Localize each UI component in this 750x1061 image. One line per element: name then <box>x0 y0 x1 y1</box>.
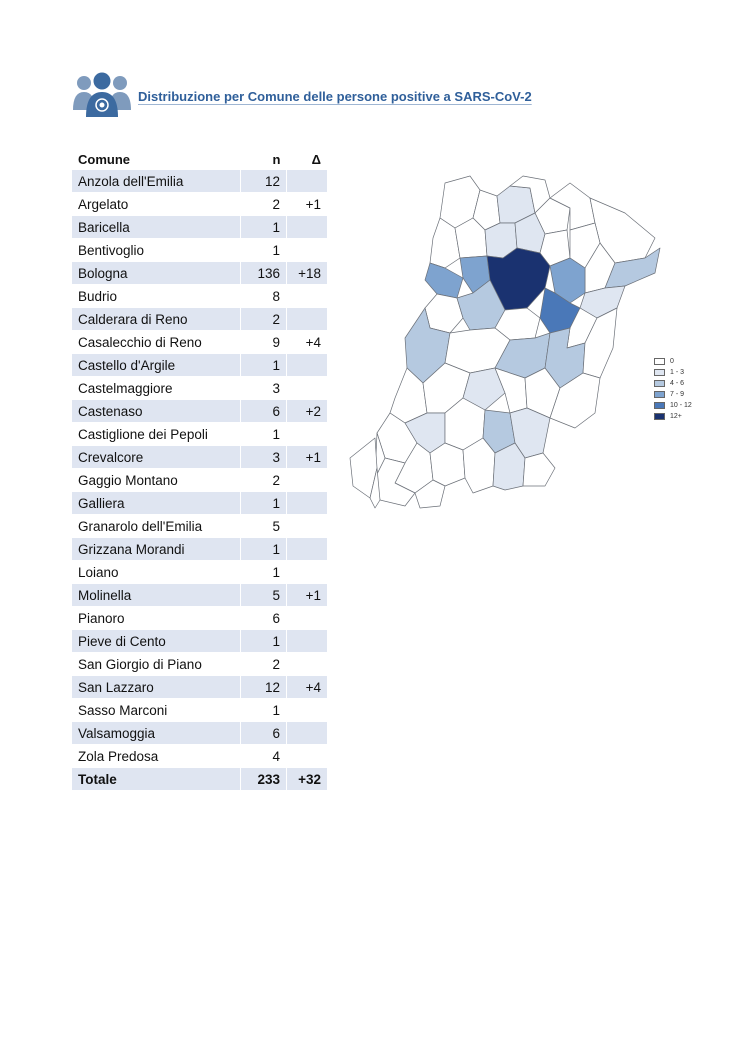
cell-delta <box>287 653 328 676</box>
cell-delta <box>287 561 328 584</box>
cell-n: 3 <box>241 446 287 469</box>
table-row <box>72 400 327 423</box>
cell-n: 3 <box>241 377 287 400</box>
cell-comune: Casalecchio di Reno <box>72 331 241 354</box>
table-row <box>72 607 327 630</box>
cell-comune: Sasso Marconi <box>72 699 241 722</box>
legend-swatch <box>654 402 665 409</box>
total-delta: +32 <box>287 768 328 791</box>
cell-delta: +4 <box>287 676 328 699</box>
cell-comune: Castello d'Argile <box>72 354 241 377</box>
table-row <box>72 216 327 239</box>
cell-comune: Calderara di Reno <box>72 308 241 331</box>
table-header-row <box>72 148 327 170</box>
total-label: Totale <box>72 768 241 791</box>
table-row <box>72 423 327 446</box>
cell-n: 136 <box>241 262 287 285</box>
cell-n: 12 <box>241 170 287 193</box>
cell-n: 4 <box>241 745 287 768</box>
legend-item <box>654 400 692 411</box>
cell-n: 6 <box>241 722 287 745</box>
legend-swatch <box>654 358 665 365</box>
legend-swatch <box>654 391 665 398</box>
cell-comune: Galliera <box>72 492 241 515</box>
cell-delta <box>287 699 328 722</box>
cell-comune: Pianoro <box>72 607 241 630</box>
cell-comune: Crevalcore <box>72 446 241 469</box>
table-row <box>72 492 327 515</box>
table-row <box>72 584 327 607</box>
cell-delta <box>287 423 328 446</box>
table-row <box>72 262 327 285</box>
table-row <box>72 699 327 722</box>
positives-table <box>72 148 327 791</box>
cell-delta <box>287 630 328 653</box>
legend-item <box>654 378 692 389</box>
cell-comune: Argelato <box>72 193 241 216</box>
cell-n: 5 <box>241 515 287 538</box>
table-row <box>72 170 327 193</box>
cell-n: 1 <box>241 239 287 262</box>
legend-label: 4 - 6 <box>670 380 685 387</box>
cell-delta <box>287 607 328 630</box>
cell-n: 1 <box>241 538 287 561</box>
cell-delta: +1 <box>287 584 328 607</box>
cell-comune: Grizzana Morandi <box>72 538 241 561</box>
legend-item <box>654 356 692 367</box>
province-map <box>345 168 665 513</box>
legend-swatch <box>654 380 665 387</box>
table-row <box>72 676 327 699</box>
table-body <box>72 170 327 791</box>
legend-swatch <box>654 413 665 420</box>
table-row <box>72 331 327 354</box>
cell-comune: Loiano <box>72 561 241 584</box>
cell-comune: Bologna <box>72 262 241 285</box>
table-row <box>72 446 327 469</box>
cell-delta: +2 <box>287 400 328 423</box>
cell-n: 12 <box>241 676 287 699</box>
cell-delta <box>287 469 328 492</box>
cell-comune: Castenaso <box>72 400 241 423</box>
cell-comune: Valsamoggia <box>72 722 241 745</box>
cell-delta: +1 <box>287 446 328 469</box>
cell-delta <box>287 170 328 193</box>
table-row <box>72 722 327 745</box>
cell-n: 2 <box>241 193 287 216</box>
municipality-area <box>425 263 463 298</box>
cell-delta: +18 <box>287 262 328 285</box>
cell-comune: Gaggio Montano <box>72 469 241 492</box>
cell-n: 2 <box>241 469 287 492</box>
table-row <box>72 377 327 400</box>
cell-comune: Budrio <box>72 285 241 308</box>
map-legend <box>654 356 692 422</box>
total-n: 233 <box>241 768 287 791</box>
cell-n: 1 <box>241 699 287 722</box>
cell-comune: Granarolo dell'Emilia <box>72 515 241 538</box>
cell-comune: Zola Predosa <box>72 745 241 768</box>
table-row <box>72 308 327 331</box>
legend-item <box>654 411 692 422</box>
legend-item <box>654 367 692 378</box>
cell-delta <box>287 354 328 377</box>
column-header-delta: Δ <box>311 151 321 167</box>
cell-delta <box>287 216 328 239</box>
cell-n: 1 <box>241 492 287 515</box>
people-group-icon <box>72 72 132 118</box>
cell-delta <box>287 538 328 561</box>
cell-delta <box>287 492 328 515</box>
table-row <box>72 561 327 584</box>
cell-delta <box>287 515 328 538</box>
cell-n: 1 <box>241 216 287 239</box>
cell-n: 1 <box>241 630 287 653</box>
cell-n: 6 <box>241 400 287 423</box>
table-row <box>72 538 327 561</box>
cell-comune: San Lazzaro <box>72 676 241 699</box>
legend-label: 7 - 9 <box>670 391 685 398</box>
table-row <box>72 515 327 538</box>
cell-n: 1 <box>241 423 287 446</box>
cell-delta <box>287 308 328 331</box>
cell-n: 6 <box>241 607 287 630</box>
cell-comune: Anzola dell'Emilia <box>72 170 241 193</box>
cell-n: 9 <box>241 331 287 354</box>
cell-n: 1 <box>241 354 287 377</box>
table-row <box>72 285 327 308</box>
cell-delta <box>287 239 328 262</box>
cell-comune: San Giorgio di Piano <box>72 653 241 676</box>
page-title: Distribuzione per Comune delle persone positive a SARS-CoV-2 <box>138 89 532 104</box>
cell-delta: +1 <box>287 193 328 216</box>
report-header <box>72 72 572 120</box>
table-row <box>72 745 327 768</box>
municipality-area <box>523 453 555 486</box>
cell-comune: Castelmaggiore <box>72 377 241 400</box>
cell-n: 2 <box>241 308 287 331</box>
cell-n: 2 <box>241 653 287 676</box>
legend-label: 10 - 12 <box>670 402 692 409</box>
cell-n: 5 <box>241 584 287 607</box>
legend-label: 1 - 3 <box>670 369 685 376</box>
legend-label: 0 <box>670 358 674 365</box>
column-header-n: n <box>272 151 281 167</box>
cell-delta <box>287 722 328 745</box>
cell-n: 8 <box>241 285 287 308</box>
table-row <box>72 653 327 676</box>
table-row <box>72 239 327 262</box>
table-row <box>72 354 327 377</box>
cell-delta: +4 <box>287 331 328 354</box>
municipality-area <box>430 443 465 486</box>
cell-comune: Bentivoglio <box>72 239 241 262</box>
table-total-row <box>72 768 327 791</box>
cell-comune: Castiglione dei Pepoli <box>72 423 241 446</box>
cell-comune: Molinella <box>72 584 241 607</box>
legend-label: 12+ <box>670 413 682 420</box>
cell-delta <box>287 745 328 768</box>
cell-delta <box>287 285 328 308</box>
legend-swatch <box>654 369 665 376</box>
column-header-comune: Comune <box>78 151 130 167</box>
cell-comune: Pieve di Cento <box>72 630 241 653</box>
cell-n: 1 <box>241 561 287 584</box>
table-row <box>72 469 327 492</box>
cell-delta <box>287 377 328 400</box>
cell-comune: Baricella <box>72 216 241 239</box>
table-row <box>72 630 327 653</box>
table-row <box>72 193 327 216</box>
legend-item <box>654 389 692 400</box>
